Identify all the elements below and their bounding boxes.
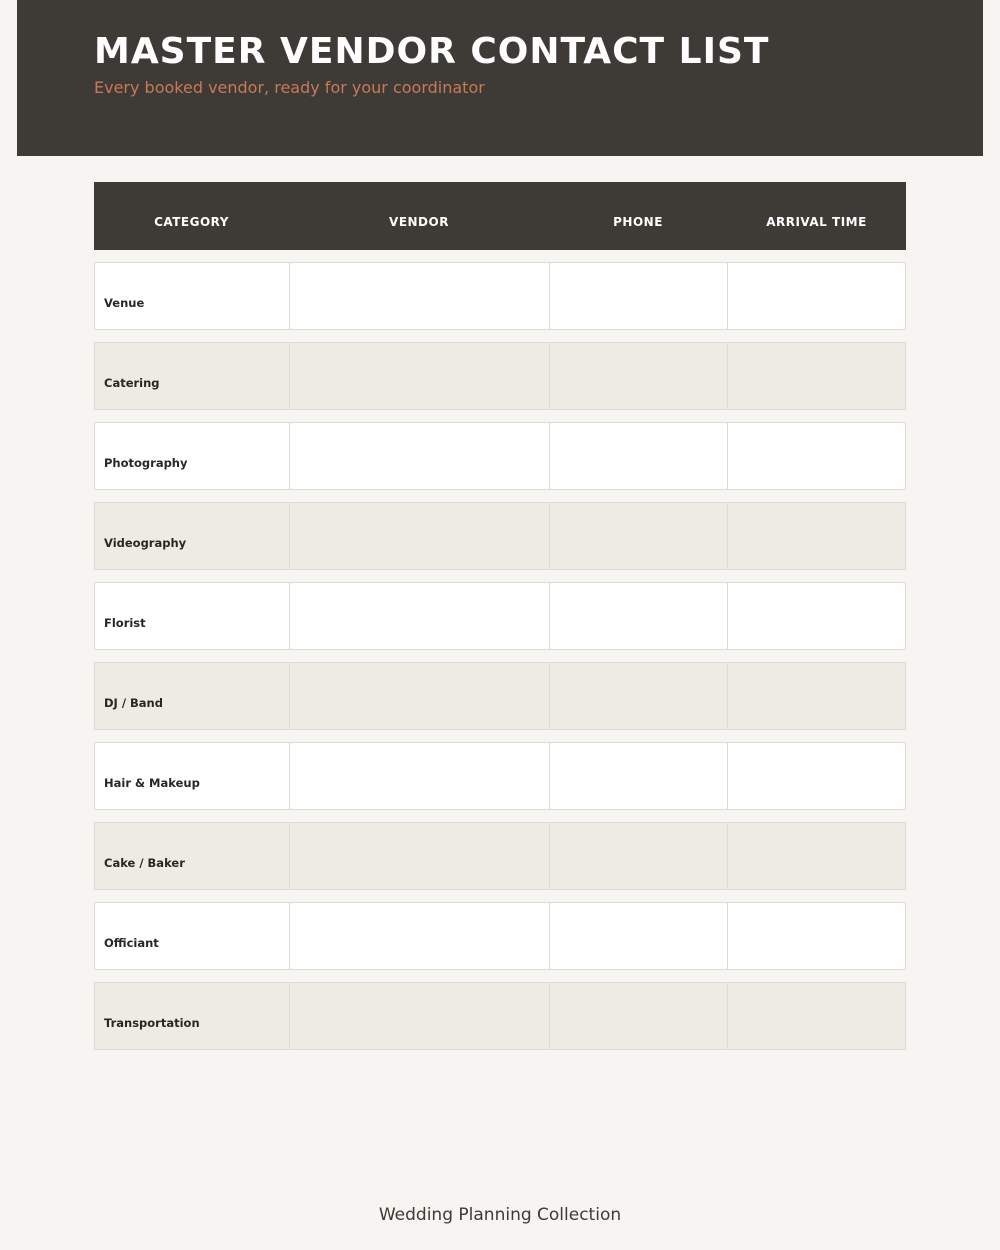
table-row <box>94 262 906 330</box>
arrival-time-cell[interactable] <box>727 503 905 569</box>
category-cell: Florist <box>104 616 146 630</box>
phone-cell[interactable] <box>549 423 727 489</box>
vendor-cell[interactable] <box>289 423 549 489</box>
table-row <box>94 582 906 650</box>
vendor-cell[interactable] <box>289 583 549 649</box>
category-cell: Hair & Makeup <box>104 776 200 790</box>
page-header <box>17 0 983 156</box>
page-title: MASTER VENDOR CONTACT LIST <box>94 31 770 72</box>
arrival-time-cell[interactable] <box>727 343 905 409</box>
arrival-time-cell[interactable] <box>727 423 905 489</box>
category-cell: Cake / Baker <box>104 856 185 870</box>
phone-cell[interactable] <box>549 583 727 649</box>
category-cell: Venue <box>104 296 145 310</box>
page-subtitle: Every booked vendor, ready for your coordinator <box>94 78 485 97</box>
table-row <box>94 742 906 810</box>
phone-cell[interactable] <box>549 983 727 1049</box>
column-header-arrival-time: ARRIVAL TIME <box>766 215 867 229</box>
arrival-time-cell[interactable] <box>727 743 905 809</box>
vendor-cell[interactable] <box>289 503 549 569</box>
arrival-time-cell[interactable] <box>727 583 905 649</box>
category-cell: Videography <box>104 536 187 550</box>
vendor-cell[interactable] <box>289 743 549 809</box>
category-cell: Catering <box>104 376 160 390</box>
page-footer: Wedding Planning Collection <box>378 1205 622 1225</box>
arrival-time-cell[interactable] <box>727 983 905 1049</box>
table-row <box>94 662 906 730</box>
table-row <box>94 822 906 890</box>
column-header-vendor: VENDOR <box>389 215 449 229</box>
table-row <box>94 422 906 490</box>
category-cell: DJ / Band <box>104 696 163 710</box>
category-cell: Transportation <box>104 1016 200 1030</box>
column-header-category: CATEGORY <box>154 215 229 229</box>
category-cell: Photography <box>104 456 188 470</box>
vendor-cell[interactable] <box>289 663 549 729</box>
phone-cell[interactable] <box>549 823 727 889</box>
phone-cell[interactable] <box>549 663 727 729</box>
table-row <box>94 982 906 1050</box>
vendor-cell[interactable] <box>289 343 549 409</box>
vendor-cell[interactable] <box>289 903 549 969</box>
vendor-table <box>94 182 906 1062</box>
vendor-cell[interactable] <box>289 263 549 329</box>
arrival-time-cell[interactable] <box>727 663 905 729</box>
phone-cell[interactable] <box>549 263 727 329</box>
table-row <box>94 342 906 410</box>
arrival-time-cell[interactable] <box>727 903 905 969</box>
arrival-time-cell[interactable] <box>727 823 905 889</box>
arrival-time-cell[interactable] <box>727 263 905 329</box>
vendor-cell[interactable] <box>289 823 549 889</box>
category-cell: Officiant <box>104 936 159 950</box>
phone-cell[interactable] <box>549 503 727 569</box>
table-row <box>94 902 906 970</box>
table-row <box>94 502 906 570</box>
phone-cell[interactable] <box>549 903 727 969</box>
table-header-row <box>94 182 906 250</box>
phone-cell[interactable] <box>549 343 727 409</box>
phone-cell[interactable] <box>549 743 727 809</box>
column-header-phone: PHONE <box>613 215 663 229</box>
vendor-cell[interactable] <box>289 983 549 1049</box>
